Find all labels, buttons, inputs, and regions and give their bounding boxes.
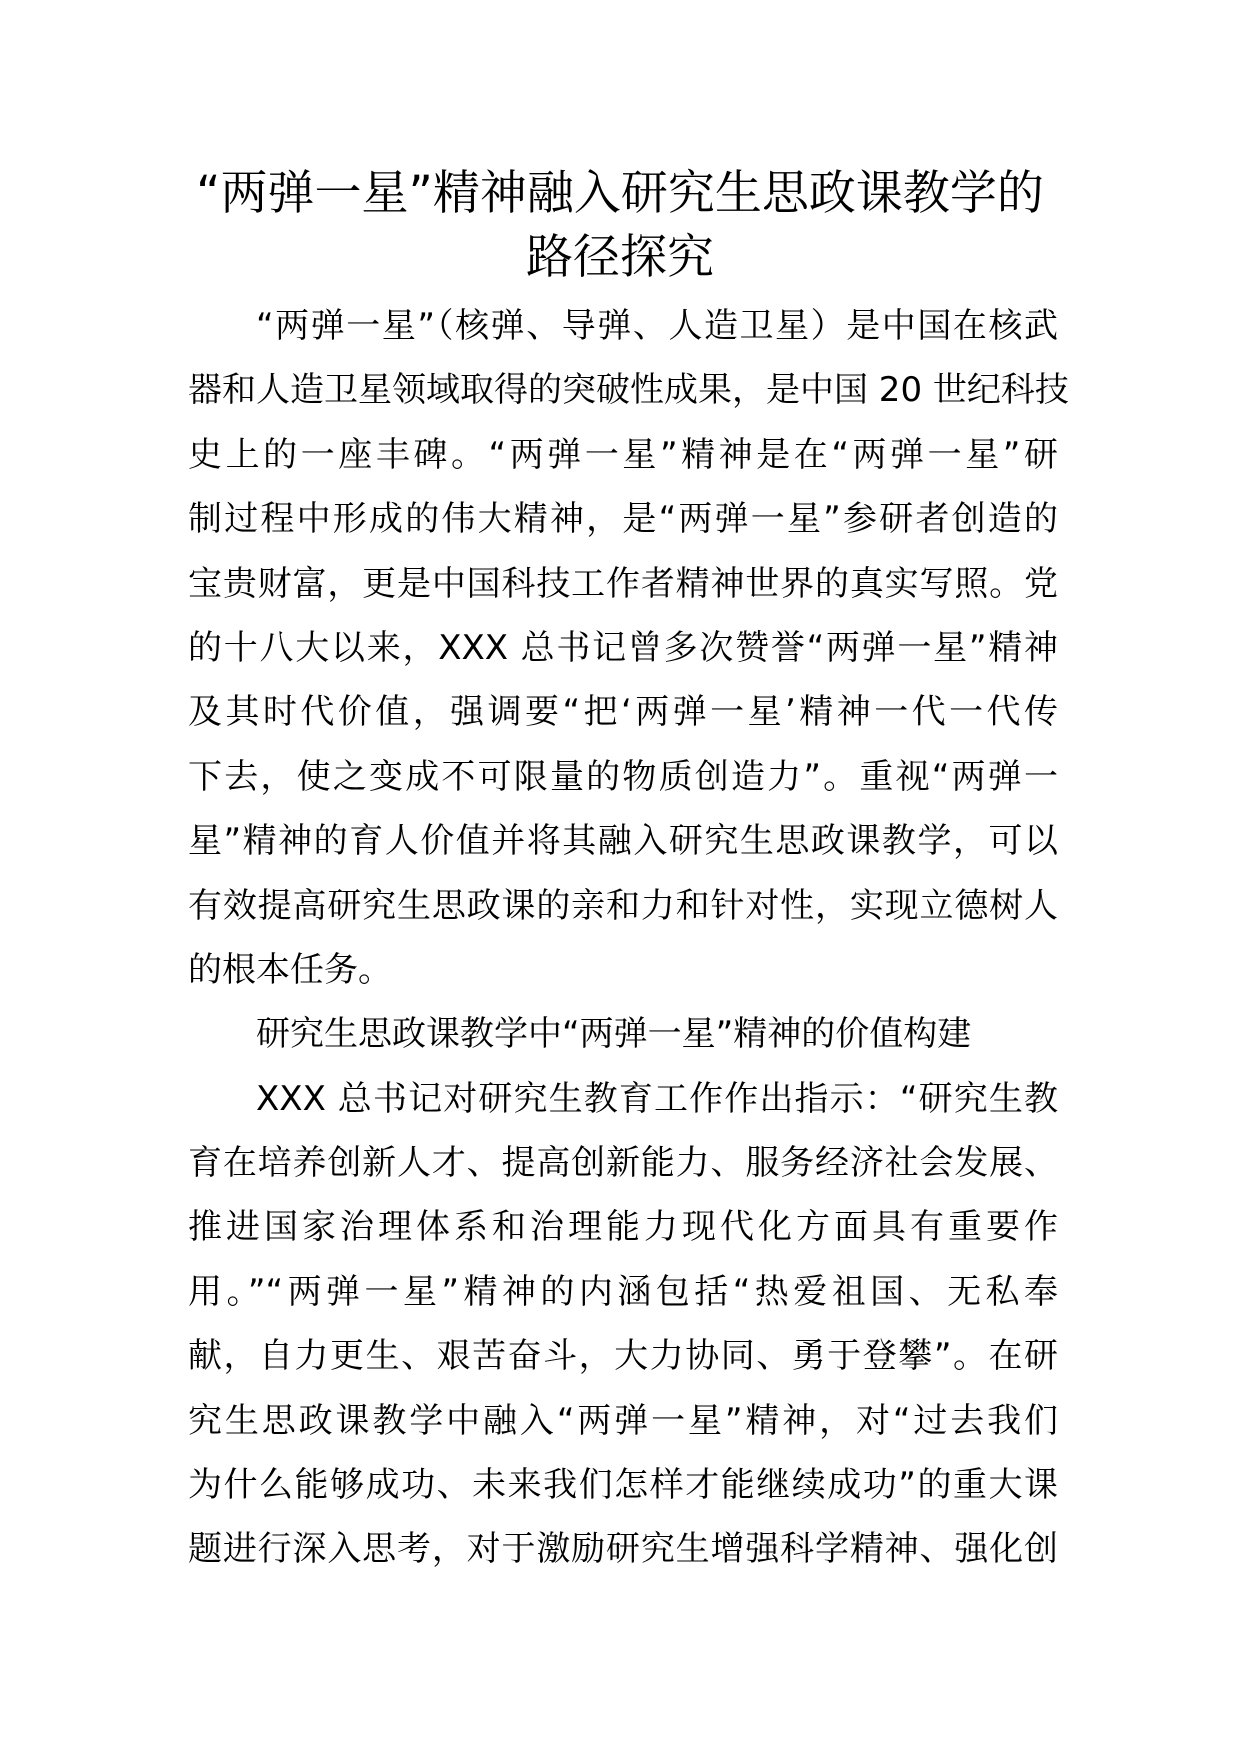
section-heading-text: 研究生思政课教学中“两弹一星”精神的价值构建 [256, 1014, 972, 1055]
text-line: 的十八大以来，XXX 总书记曾多次赞誉“两弹一星”精神 [188, 627, 1058, 668]
text-line: 究生思政课教学中融入“两弹一星”精神，对“过去我们 [188, 1400, 1058, 1441]
paragraph-intro [188, 294, 1069, 1002]
document-title-line-1: “两弹一星”精神融入研究生思政课教学的 [196, 166, 1044, 221]
text-line: 有效提高研究生思政课的亲和力和针对性，实现立德树人 [188, 885, 1058, 926]
text-line: 器和人造卫星领域取得的突破性成果，是中国 20 世纪科技 [188, 370, 1069, 411]
section-heading [188, 1002, 1058, 1066]
text-line: 推进国家治理体系和治理能力现代化方面具有重要作 [188, 1207, 1058, 1248]
text-line: 星”精神的育人价值并将其融入研究生思政课教学，可以 [188, 821, 1058, 862]
text-line: 制过程中形成的伟大精神，是“两弹一星”参研者创造的 [188, 499, 1058, 540]
text-line: 史上的一座丰碑。“两弹一星”精神是在“两弹一星”研 [188, 434, 1058, 475]
paragraph-value [188, 1067, 1058, 1582]
text-line: 宝贵财富，更是中国科技工作者精神世界的真实写照。党 [188, 563, 1058, 604]
text-line: 用。”“两弹一星”精神的内涵包括“热爱祖国、无私奉 [188, 1271, 1058, 1312]
text-line: 的根本任务。 [188, 949, 392, 990]
text-line: 及其时代价值，强调要“把‘两弹一星’精神一代一代传 [188, 692, 1058, 733]
text-line: 育在培养创新人才、提高创新能力、服务经济社会发展、 [188, 1143, 1058, 1184]
text-line: 题进行深入思考，对于激励研究生增强科学精神、强化创 [188, 1529, 1058, 1570]
text-line: 献，自力更生、艰苦奋斗，大力协同、勇于登攀”。在研 [188, 1336, 1058, 1377]
document-title-line-2: 路径探究 [526, 230, 714, 285]
document-body [188, 294, 1069, 1582]
text-line: 下去，使之变成不可限量的物质创造力”。重视“两弹一 [188, 756, 1058, 797]
text-line: “两弹一星”（核弹、导弹、人造卫星）是中国在核武 [256, 306, 1058, 346]
text-line: 为什么能够成功、未来我们怎样才能继续成功”的重大课 [188, 1465, 1058, 1506]
text-line: XXX 总书记对研究生教育工作作出指示：“研究生教 [256, 1078, 1058, 1119]
